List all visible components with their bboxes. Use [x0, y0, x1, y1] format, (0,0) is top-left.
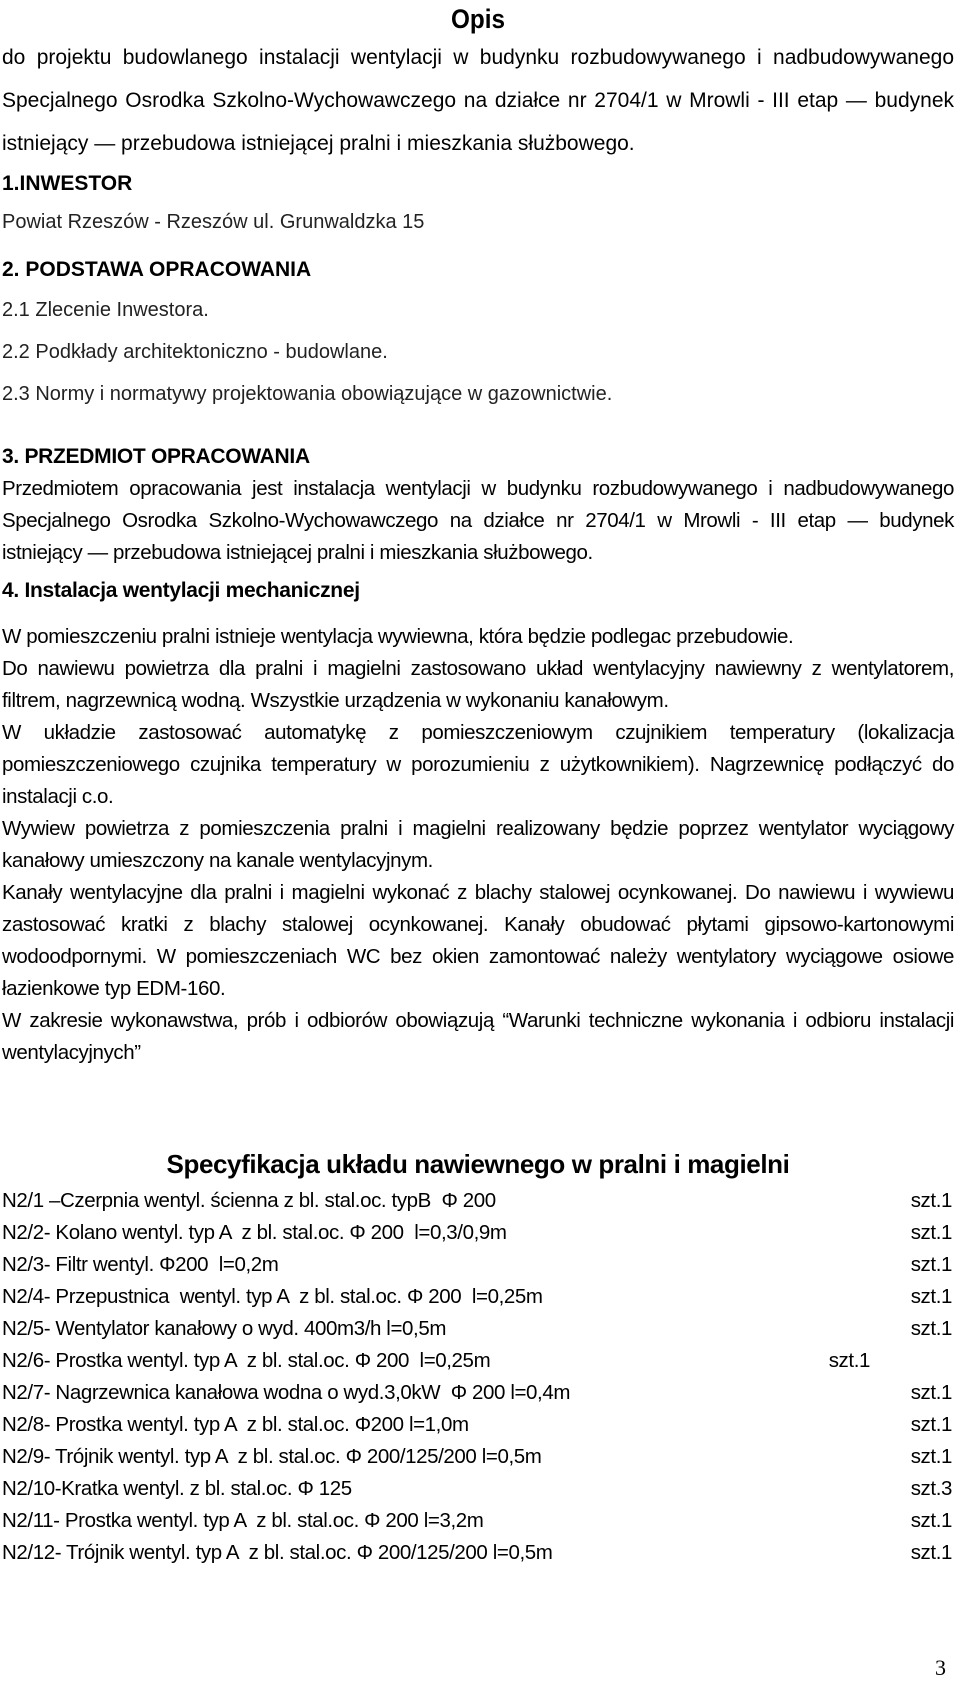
page-number: 3 — [935, 1655, 946, 1680]
spec-qty: szt.1 — [910, 1413, 952, 1436]
document-title: Opis — [450, 4, 505, 34]
spec-desc: N2/12- Trójnik wentyl. typ A z bl. stal.oc. Φ 200/125/200 l=0,5m — [2, 1541, 553, 1564]
basis-item: 2.2 Podkłady architektoniczno - budowlane. — [2, 341, 388, 363]
spec-row — [2, 1345, 954, 1377]
spec-qty: szt.1 — [910, 1253, 952, 1276]
spec-qty: szt.1 — [910, 1189, 952, 1212]
spec-desc: N2/11- Prostka wentyl. typ A z bl. stal.oc. Φ 200 l=3,2m — [2, 1509, 484, 1532]
subject-heading: 3. PRZEDMIOT OPRACOWANIA — [2, 445, 310, 468]
spec-desc: N2/1 –Czerpnia wentyl. ścienna z bl. stal.oc. typB Φ 200 — [2, 1189, 496, 1212]
spec-qty: szt.1 — [910, 1285, 952, 1308]
basis-heading: 2. PODSTAWA OPRACOWANIA — [2, 258, 312, 281]
spec-row — [2, 1409, 954, 1441]
basis-item: 2.3 Normy i normatywy projektowania obowiązujące w gazownictwie. — [2, 383, 613, 405]
spec-row — [2, 1505, 954, 1537]
spec-desc: N2/8- Prostka wentyl. typ A z bl. stal.oc. Φ200 l=1,0m — [2, 1413, 469, 1436]
spec-row — [2, 1441, 954, 1473]
spec-desc: N2/7- Nagrzewnica kanałowa wodna o wyd.3,0kW Φ 200 l=0,4m — [2, 1381, 571, 1404]
spec-row — [2, 1377, 954, 1409]
subject-paragraph: Przedmiotem opracowania jest instalacja wentylacji w budynku rozbudowywanego i nadbudowywanego Specjalnego Osrodka Szkolno-Wychowawczego na działce nr 2704/1 w Mrowli - III etap — budynek istniejący — przebudowa istniejącej pralni i mieszkania służbowego. — [2, 477, 954, 564]
ventilation-heading: 4. Instalacja wentylacji mechanicznej — [2, 579, 360, 602]
spec-desc: N2/10-Kratka wentyl. z bl. stal.oc. Φ 125 — [2, 1477, 352, 1500]
spec-qty: szt.3 — [910, 1477, 952, 1500]
spec-desc: N2/4- Przepustnica wentyl. typ A z bl. stal.oc. Φ 200 l=0,25m — [2, 1285, 543, 1308]
spec-row — [2, 1281, 954, 1313]
spec-title: Specyfikacja układu nawiewnego w pralni i magielni — [166, 1149, 790, 1179]
spec-qty: szt.1 — [910, 1541, 952, 1564]
spec-row — [2, 1249, 954, 1281]
spec-desc: N2/9- Trójnik wentyl. typ A z bl. stal.oc. Φ 200/125/200 l=0,5m — [2, 1445, 542, 1468]
ventilation-paragraph: Wywiew powietrza z pomieszczenia pralni i magielni realizowany będzie poprzez wentylator wyciągowy kanałowy umieszczony na kanale wentylacyjnym. — [2, 817, 954, 872]
spec-desc: N2/5- Wentylator kanałowy o wyd. 400m3/h l=0,5m — [2, 1317, 447, 1340]
document-page — [2, 0, 954, 1697]
spec-row — [2, 1473, 954, 1505]
investor-text: Powiat Rzeszów - Rzeszów ul. Grunwaldzka 15 — [2, 211, 425, 233]
ventilation-paragraph: W zakresie wykonawstwa, prób i odbiorów obowiązują “Warunki techniczne wykonania i odbioru instalacji wentylacyjnych” — [2, 1009, 954, 1064]
spec-qty: szt.1 — [910, 1381, 952, 1404]
basis-item: 2.1 Zlecenie Inwestora. — [2, 299, 209, 321]
spec-desc: N2/2- Kolano wentyl. typ A z bl. stal.oc. Φ 200 l=0,3/0,9m — [2, 1221, 507, 1244]
ventilation-paragraph: W pomieszczeniu pralni istnieje wentylacja wywiewna, która będzie podlegac przebudowie. — [2, 625, 794, 648]
ventilation-paragraph: W układzie zastosować automatykę z pomieszczeniowym czujnikiem temperatury (lokalizacja pomieszczeniowego czujnika temperatury w porozumieniu z użytkownikiem). Nagrzewnicę podłączyć do instalacji c.o. — [2, 721, 954, 808]
spec-row — [2, 1217, 954, 1249]
spec-desc: N2/6- Prostka wentyl. typ A z bl. stal.oc. Φ 200 l=0,25m — [2, 1349, 491, 1372]
spec-qty: szt.1 — [910, 1221, 952, 1244]
ventilation-paragraph: Kanały wentylacyjne dla pralni i magielni wykonać z blachy stalowej ocynkowanej. Do nawiewu i wywiewu zastosować kratki z blachy stalowej ocynkowanej. Kanały obudować płytami gipsowo-kartonowymi wodoodpornymi. W pomieszczeniach WC bez okien zamontować należy wentylatory wyciągowe osiowe łazienkowe typ EDM-160. — [2, 881, 954, 1000]
spec-list — [2, 1185, 954, 1569]
spec-qty: szt.1 — [910, 1509, 952, 1532]
spec-qty: szt.1 — [910, 1445, 952, 1468]
spec-row — [2, 1185, 954, 1217]
investor-heading: 1.INWESTOR — [2, 172, 133, 195]
spec-qty: szt.1 — [910, 1317, 952, 1340]
spec-row — [2, 1537, 954, 1569]
spec-row — [2, 1313, 954, 1345]
intro-paragraph: do projektu budowlanego instalacji wentylacji w budynku rozbudowywanego i nadbudowywanego Specjalnego Osrodka Szkolno-Wychowawczego na działce nr 2704/1 w Mrowli - III etap — budynek istniejący — przebudowa istniejącej pralni i mieszkania służbowego. — [2, 46, 954, 155]
spec-desc: N2/3- Filtr wentyl. Φ200 l=0,2m — [2, 1253, 279, 1276]
ventilation-paragraph: Do nawiewu powietrza dla pralni i magielni zastosowano układ wentylacyjny nawiewny z wentylatorem, filtrem, nagrzewnicą wodną. Wszystkie urządzenia w wykonaniu kanałowym. — [2, 657, 954, 712]
spec-qty: szt.1 — [828, 1349, 870, 1372]
